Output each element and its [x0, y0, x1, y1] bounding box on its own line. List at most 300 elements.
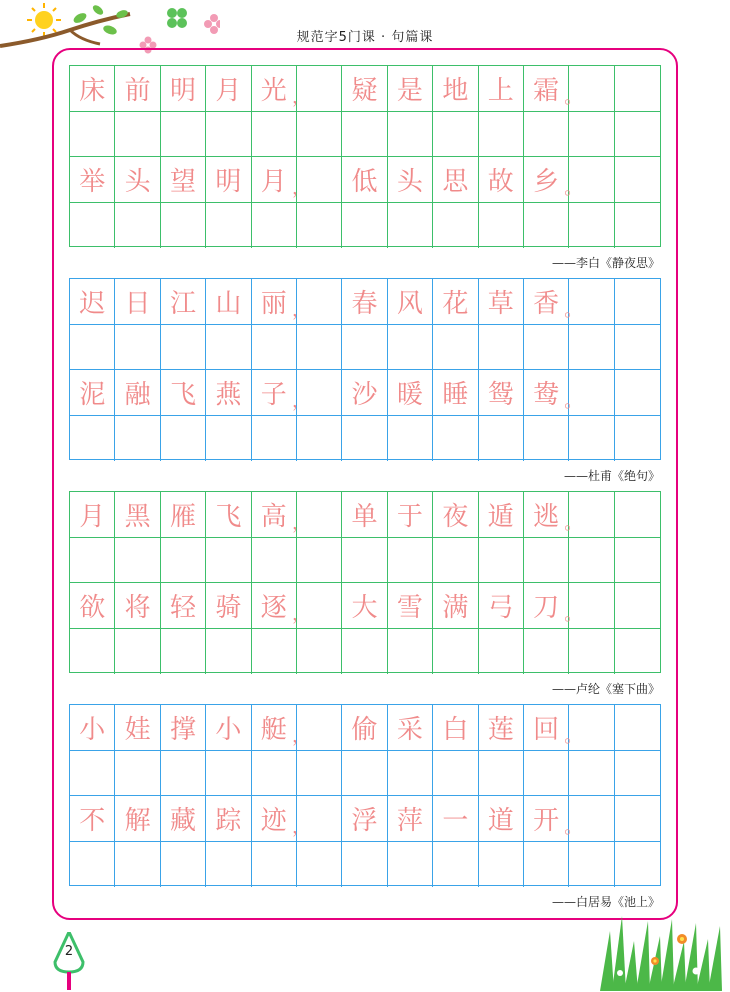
grid-cell[interactable] [524, 416, 569, 462]
trace-character: 月 [215, 75, 242, 106]
grid-cell[interactable] [161, 112, 206, 158]
grid-cell[interactable] [161, 751, 206, 797]
grid-cell[interactable] [252, 796, 297, 842]
grid-cell[interactable] [115, 583, 160, 629]
grid-cell[interactable] [115, 842, 160, 888]
grid-cell[interactable] [206, 796, 251, 842]
grid-cell[interactable] [433, 112, 478, 158]
grid-cell[interactable] [388, 538, 433, 584]
grid-cell[interactable] [161, 842, 206, 888]
practice-grid [69, 65, 661, 247]
grid-cell[interactable] [297, 842, 342, 888]
grid-cell[interactable] [297, 416, 342, 462]
trace-character: 小 [215, 714, 242, 745]
grid-row-text [70, 705, 660, 751]
grid-cell[interactable] [342, 796, 387, 842]
grid-cell[interactable] [388, 583, 433, 629]
trace-punctuation: 。 [564, 725, 583, 747]
grid-cell[interactable] [206, 279, 251, 325]
grid-cell[interactable] [433, 629, 478, 675]
trace-character: 藏 [169, 805, 196, 836]
grid-cell[interactable] [70, 112, 115, 158]
grid-cell[interactable] [115, 492, 160, 538]
trace-character: 地 [442, 75, 469, 106]
grid-cell[interactable] [615, 796, 660, 842]
grid-cell[interactable] [615, 279, 660, 325]
grid-cell[interactable] [342, 66, 387, 112]
grid-cell[interactable] [206, 583, 251, 629]
trace-character: 萍 [396, 805, 423, 836]
trace-character: 前 [124, 75, 151, 106]
grid-cell[interactable] [115, 796, 160, 842]
grid-cell[interactable] [569, 842, 614, 888]
grid-cell[interactable] [342, 370, 387, 416]
trace-character: 上 [487, 75, 514, 106]
grid-cell[interactable] [161, 157, 206, 203]
trace-character: 乡 [533, 166, 560, 197]
grid-cell[interactable] [297, 751, 342, 797]
grid-cell[interactable] [115, 416, 160, 462]
grid-cell[interactable] [569, 751, 614, 797]
grid-cell[interactable] [433, 325, 478, 371]
grass-decoration [600, 911, 730, 991]
grid-cell[interactable] [564, 279, 614, 325]
trace-character: 举 [79, 166, 106, 197]
grid-row-text [70, 796, 660, 842]
grid-cell[interactable] [479, 203, 524, 249]
grid-cell[interactable] [479, 842, 524, 888]
trace-character: 床 [79, 75, 106, 106]
grid-cell[interactable] [342, 203, 387, 249]
grid-cell[interactable] [70, 705, 115, 751]
grid-cell[interactable] [524, 370, 569, 416]
grid-cell[interactable] [115, 203, 160, 249]
page-header-title: 规范字5门课 · 句篇课 [296, 30, 434, 45]
grid-cell[interactable] [342, 538, 387, 584]
grid-cell[interactable] [161, 370, 206, 416]
grid-cell[interactable] [433, 538, 478, 584]
grid-row-blank [70, 629, 660, 675]
grid-cell[interactable] [615, 66, 660, 112]
grid-cell[interactable] [252, 325, 297, 371]
trace-punctuation: 。 [564, 816, 583, 838]
grid-cell[interactable] [115, 279, 160, 325]
grid-cell[interactable] [342, 157, 387, 203]
grid-cell[interactable] [388, 751, 433, 797]
grid-cell[interactable] [252, 842, 297, 888]
grid-cell[interactable] [342, 629, 387, 675]
trace-punctuation: 。 [564, 390, 583, 412]
grid-cell[interactable] [479, 583, 524, 629]
grid-cell[interactable] [479, 538, 524, 584]
trace-character: 将 [124, 592, 151, 623]
grid-cell[interactable] [206, 112, 251, 158]
grid-cell[interactable] [479, 796, 524, 842]
grid-cell[interactable] [433, 705, 478, 751]
grid-cell[interactable] [479, 279, 524, 325]
grid-cell[interactable] [161, 629, 206, 675]
grid-cell[interactable] [252, 66, 297, 112]
grid-cell[interactable] [115, 370, 160, 416]
trace-character: 小 [79, 714, 106, 745]
grid-cell[interactable] [291, 583, 342, 629]
grid-cell[interactable] [615, 416, 660, 462]
grid-cell[interactable] [70, 796, 115, 842]
grid-cell[interactable] [479, 492, 524, 538]
grid-cell[interactable] [615, 583, 660, 629]
grid-row-text [70, 157, 660, 203]
grid-cell[interactable] [342, 416, 387, 462]
trace-character: 飞 [215, 501, 242, 532]
trace-character: 满 [442, 592, 469, 623]
grid-cell[interactable] [564, 796, 614, 842]
grid-cell[interactable] [161, 279, 206, 325]
grid-cell[interactable] [252, 583, 297, 629]
grid-cell[interactable] [291, 66, 342, 112]
grid-cell[interactable] [342, 705, 387, 751]
trace-character: 撑 [169, 714, 196, 745]
grid-cell[interactable] [524, 279, 569, 325]
grid-cell[interactable] [252, 629, 297, 675]
grid-cell[interactable] [206, 492, 251, 538]
trace-punctuation: 。 [564, 86, 583, 108]
grid-cell[interactable] [115, 325, 160, 371]
trace-character: 江 [169, 288, 196, 319]
grid-cell[interactable] [615, 157, 660, 203]
grid-cell[interactable] [615, 112, 660, 158]
grid-cell[interactable] [252, 538, 297, 584]
grid-cell[interactable] [479, 629, 524, 675]
grid-cell[interactable] [252, 370, 297, 416]
grid-cell[interactable] [524, 751, 569, 797]
grid-cell[interactable] [115, 66, 160, 112]
grid-cell[interactable] [206, 416, 251, 462]
grid-cell[interactable] [70, 157, 115, 203]
grid-cell[interactable] [161, 492, 206, 538]
grid-cell[interactable] [569, 112, 614, 158]
grid-cell[interactable] [161, 66, 206, 112]
grid-cell[interactable] [291, 796, 342, 842]
grid-cell[interactable] [388, 203, 433, 249]
grid-cell[interactable] [70, 751, 115, 797]
grid-cell[interactable] [388, 842, 433, 888]
grid-cell[interactable] [615, 492, 660, 538]
grid-cell[interactable] [615, 842, 660, 888]
trace-character: 日 [124, 288, 151, 319]
grid-cell[interactable] [206, 203, 251, 249]
grid-cell[interactable] [115, 157, 160, 203]
trace-character: 雪 [396, 592, 423, 623]
grid-row-blank [70, 842, 660, 888]
trace-character: 雁 [169, 501, 196, 532]
trace-character: 月 [260, 166, 287, 197]
grid-cell[interactable] [388, 157, 433, 203]
trace-punctuation: 。 [564, 299, 583, 321]
trace-character: 欲 [79, 592, 106, 623]
trace-punctuation: ， [291, 512, 310, 534]
grid-cell[interactable] [615, 325, 660, 371]
grid-cell[interactable] [388, 705, 433, 751]
grid-cell[interactable] [206, 66, 251, 112]
grid-cell[interactable] [342, 751, 387, 797]
grid-cell[interactable] [524, 203, 569, 249]
clover-icon [167, 8, 187, 28]
trace-character: 沙 [351, 379, 378, 410]
grid-cell[interactable] [70, 492, 115, 538]
grid-cell[interactable] [479, 751, 524, 797]
grid-cell[interactable] [564, 66, 614, 112]
grid-cell[interactable] [433, 370, 478, 416]
grid-cell[interactable] [615, 203, 660, 249]
grid-cell[interactable] [479, 416, 524, 462]
grid-cell[interactable] [206, 751, 251, 797]
grid-cell[interactable] [479, 370, 524, 416]
grid-cell[interactable] [70, 325, 115, 371]
grid-cell[interactable] [206, 705, 251, 751]
grid-cell[interactable] [569, 203, 614, 249]
grid-cell[interactable] [252, 751, 297, 797]
grid-cell[interactable] [342, 325, 387, 371]
trace-punctuation: ， [291, 603, 310, 625]
grid-cell[interactable] [115, 629, 160, 675]
grid-cell[interactable] [297, 112, 342, 158]
trace-character: 泥 [79, 379, 106, 410]
grid-cell[interactable] [615, 370, 660, 416]
grid-cell[interactable] [524, 796, 569, 842]
trace-character: 逃 [533, 501, 560, 532]
trace-punctuation: ， [291, 177, 310, 199]
grid-cell[interactable] [161, 325, 206, 371]
grid-cell[interactable] [524, 583, 569, 629]
trace-punctuation: ， [291, 299, 310, 321]
grid-cell[interactable] [388, 796, 433, 842]
grid-cell[interactable] [161, 203, 206, 249]
grid-cell[interactable] [564, 705, 614, 751]
grid-cell[interactable] [388, 325, 433, 371]
grid-cell[interactable] [564, 370, 614, 416]
grid-cell[interactable] [388, 66, 433, 112]
grid-cell[interactable] [479, 112, 524, 158]
grid-row-blank [70, 325, 660, 371]
grid-cell[interactable] [524, 538, 569, 584]
grid-cell[interactable] [115, 112, 160, 158]
trace-character: 香 [533, 288, 560, 319]
grid-cell[interactable] [569, 416, 614, 462]
trace-character: 于 [396, 501, 423, 532]
grid-cell[interactable] [615, 705, 660, 751]
grid-cell[interactable] [206, 538, 251, 584]
trace-character: 采 [396, 714, 423, 745]
grid-cell[interactable] [342, 492, 387, 538]
grid-cell[interactable] [161, 705, 206, 751]
grid-cell[interactable] [70, 842, 115, 888]
trace-character: 不 [79, 805, 106, 836]
grid-cell[interactable] [161, 796, 206, 842]
grid-cell[interactable] [433, 279, 478, 325]
grid-cell[interactable] [342, 842, 387, 888]
grid-row-text [70, 370, 660, 416]
grid-cell[interactable] [524, 492, 569, 538]
grid-cell[interactable] [433, 492, 478, 538]
practice-grid [69, 704, 661, 886]
grid-cell[interactable] [291, 279, 342, 325]
poem-attribution: ——白居易《池上》 [551, 895, 660, 909]
grid-cell[interactable] [433, 842, 478, 888]
trace-character: 融 [124, 379, 151, 410]
grid-row-blank [70, 416, 660, 462]
trace-punctuation: 。 [564, 512, 583, 534]
trace-character: 道 [487, 805, 514, 836]
grid-cell[interactable] [388, 492, 433, 538]
grid-cell[interactable] [615, 629, 660, 675]
grid-cell[interactable] [388, 279, 433, 325]
grid-cell[interactable] [479, 66, 524, 112]
grid-cell[interactable] [252, 112, 297, 158]
trace-character: 花 [442, 288, 469, 319]
grid-cell[interactable] [388, 112, 433, 158]
grid-cell[interactable] [252, 279, 297, 325]
grid-cell[interactable] [433, 203, 478, 249]
grid-cell[interactable] [433, 157, 478, 203]
trace-character: 明 [215, 166, 242, 197]
grid-cell[interactable] [252, 705, 297, 751]
poem-attribution: ——杜甫《绝句》 [563, 469, 660, 483]
grid-cell[interactable] [161, 416, 206, 462]
grid-cell[interactable] [206, 842, 251, 888]
grid-cell[interactable] [433, 416, 478, 462]
grid-cell[interactable] [70, 416, 115, 462]
grid-cell[interactable] [291, 370, 342, 416]
trace-character: 飞 [169, 379, 196, 410]
grid-cell[interactable] [115, 705, 160, 751]
grid-cell[interactable] [342, 279, 387, 325]
grid-cell[interactable] [388, 416, 433, 462]
trace-character: 燕 [215, 379, 242, 410]
trace-character: 一 [442, 805, 469, 836]
grid-cell[interactable] [206, 629, 251, 675]
grid-row-blank [70, 203, 660, 249]
trace-character: 白 [442, 714, 469, 745]
grid-cell[interactable] [524, 325, 569, 371]
grid-cell[interactable] [524, 112, 569, 158]
grid-cell[interactable] [433, 66, 478, 112]
grid-cell[interactable] [70, 203, 115, 249]
poem-attribution: ——卢纶《塞下曲》 [551, 682, 660, 696]
grid-cell[interactable] [161, 583, 206, 629]
grid-cell[interactable] [297, 203, 342, 249]
grid-cell[interactable] [524, 842, 569, 888]
grid-cell[interactable] [70, 538, 115, 584]
grid-cell[interactable] [569, 325, 614, 371]
grid-cell[interactable] [342, 583, 387, 629]
trace-character: 明 [169, 75, 196, 106]
grid-cell[interactable] [564, 492, 614, 538]
grid-cell[interactable] [388, 370, 433, 416]
trace-character: 莲 [487, 714, 514, 745]
grid-cell[interactable] [524, 705, 569, 751]
grid-row-blank [70, 751, 660, 797]
practice-grid [69, 278, 661, 460]
grid-cell[interactable] [615, 751, 660, 797]
grid-cell[interactable] [388, 629, 433, 675]
grid-cell[interactable] [252, 416, 297, 462]
trace-character: 低 [351, 166, 378, 197]
trace-character: 刀 [533, 592, 560, 623]
grid-cell[interactable] [297, 538, 342, 584]
grid-cell[interactable] [524, 157, 569, 203]
page-number: 2 [64, 944, 74, 959]
trace-character: 娃 [124, 714, 151, 745]
grid-cell[interactable] [70, 66, 115, 112]
trace-punctuation: ， [291, 390, 310, 412]
grid-cell[interactable] [291, 705, 342, 751]
grid-cell[interactable] [564, 583, 614, 629]
grid-cell[interactable] [524, 629, 569, 675]
trace-character: 草 [487, 288, 514, 319]
trace-character: 夜 [442, 501, 469, 532]
grid-cell[interactable] [70, 583, 115, 629]
grid-cell[interactable] [206, 157, 251, 203]
grid-cell[interactable] [252, 157, 297, 203]
grid-cell[interactable] [206, 370, 251, 416]
grid-cell[interactable] [342, 112, 387, 158]
grid-cell[interactable] [70, 279, 115, 325]
trace-character: 鸳 [487, 379, 514, 410]
trace-character: 浮 [351, 805, 378, 836]
grid-cell[interactable] [479, 325, 524, 371]
poem-attribution: ——李白《静夜思》 [551, 256, 660, 270]
grid-cell[interactable] [252, 492, 297, 538]
grid-cell[interactable] [115, 538, 160, 584]
grid-cell[interactable] [291, 157, 342, 203]
grid-cell[interactable] [524, 66, 569, 112]
grid-row-text [70, 279, 660, 325]
trace-character: 大 [351, 592, 378, 623]
trace-character: 风 [396, 288, 423, 319]
grid-cell[interactable] [433, 583, 478, 629]
grid-cell[interactable] [479, 157, 524, 203]
grid-cell[interactable] [569, 538, 614, 584]
grid-cell[interactable] [291, 492, 342, 538]
trace-character: 头 [396, 166, 423, 197]
grid-cell[interactable] [615, 538, 660, 584]
grid-cell[interactable] [297, 629, 342, 675]
grid-cell[interactable] [70, 370, 115, 416]
grid-cell[interactable] [161, 538, 206, 584]
grid-cell[interactable] [564, 157, 614, 203]
grid-cell[interactable] [206, 325, 251, 371]
grid-cell[interactable] [479, 705, 524, 751]
trace-punctuation: ， [291, 816, 310, 838]
grid-cell[interactable] [252, 203, 297, 249]
grid-cell[interactable] [115, 751, 160, 797]
trace-character: 睡 [442, 379, 469, 410]
trace-character: 暖 [396, 379, 423, 410]
trace-punctuation: ， [291, 86, 310, 108]
grid-cell[interactable] [433, 796, 478, 842]
trace-character: 弓 [487, 592, 514, 623]
trace-character: 高 [260, 501, 287, 532]
grid-cell[interactable] [433, 751, 478, 797]
grid-cell[interactable] [70, 629, 115, 675]
grid-row-blank [70, 112, 660, 158]
trace-character: 踪 [215, 805, 242, 836]
trace-character: 是 [396, 75, 423, 106]
grid-cell[interactable] [569, 629, 614, 675]
grid-cell[interactable] [297, 325, 342, 371]
trace-character: 故 [487, 166, 514, 197]
trace-character: 轻 [169, 592, 196, 623]
